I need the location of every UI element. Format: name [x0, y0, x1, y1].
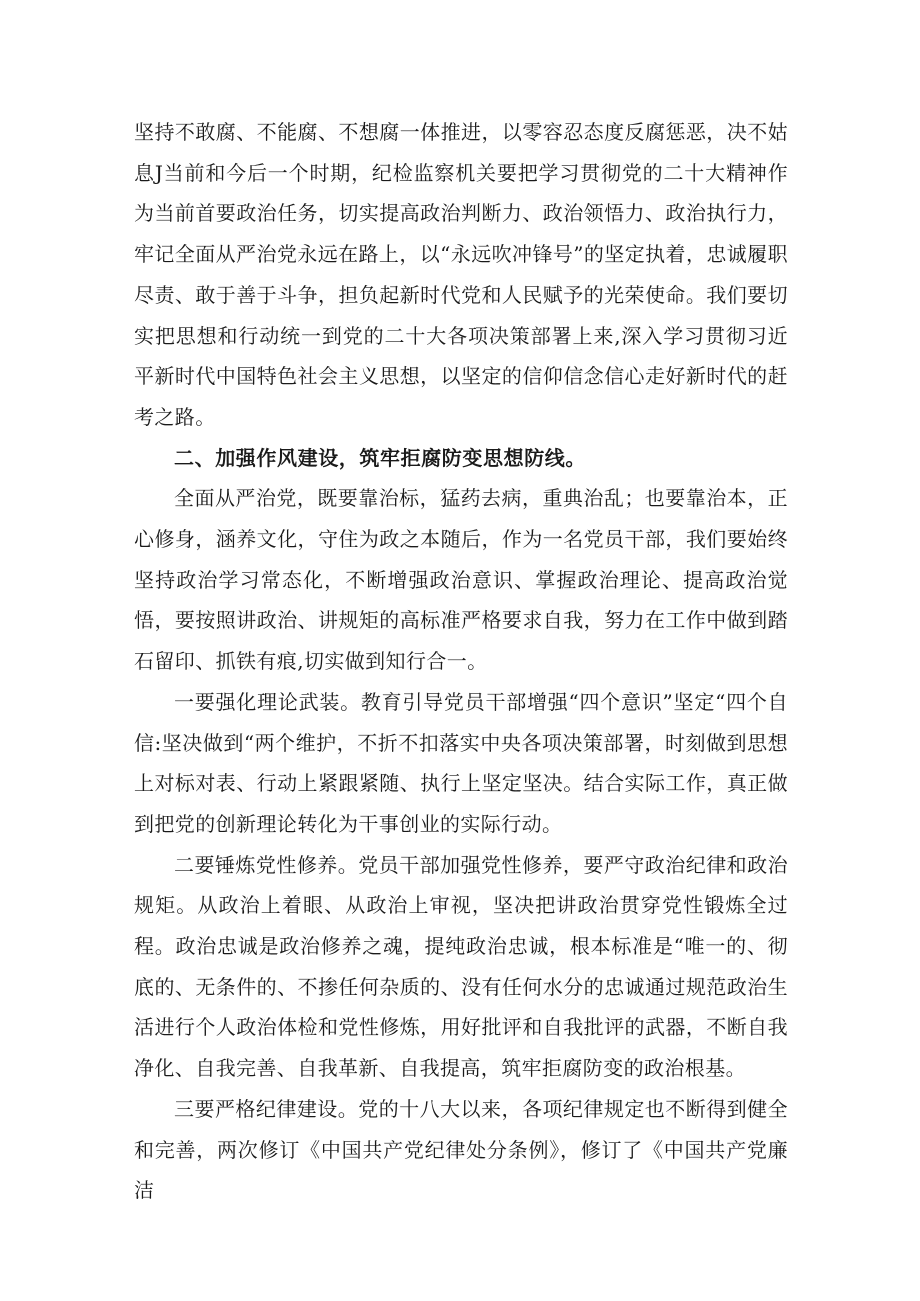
section-heading: 二、加强作风建设，筑牢拒腐防变思想防线。 — [174, 445, 586, 470]
paragraph-continuation: 坚持不敢腐、不能腐、不想腐一体推进，以零容忍态度反腐惩恶，决不姑息J当前和今后一个时期，纪检监察机关要把学习贯彻党的二十大精神作为当前首要政治任务，切实提高政治判断力、政治领悟力、政治执行力，牢记全面从严治党永远在路上，以“永远吹冲锋号”的坚定执着，忠诚履职尽责、敢于善于斗争，担负起新时代党和人民赋予的光荣使命。我们要切实把思想和行动统一到党的二十大各项决策部署上来,深入学习贯彻习近平新时代中国特色社会主义思想，以坚定的信仰信念信心走好新时代的赶考之路。 — [134, 120, 788, 429]
paragraph-intro: 全面从严治党，既要靠治标，猛药去病，重典治乱；也要靠治本，正心修身，涵养文化，守住为政之本随后，作为一名党员干部，我们要始终坚持政治学习常态化，不断增强政治意识、掌握政治理论、提高政治觉悟，要按照讲政治、讲规矩的高标准严格要求自我，努力在工作中做到踏石留印、抓铁有痕,切实做到知行合一。 — [134, 486, 788, 674]
document-body — [134, 112, 788, 1211]
paragraph-point-three: 三要严格纪律建设。党的十八大以来，各项纪律规定也不断得到健全和完善，两次修订《中国共产党纪律处分条例》，修订了《中国共产党廉洁 — [134, 1096, 788, 1203]
paragraph-point-one: 一要强化理论武装。教育引导党员干部增强“四个意识”坚定“四个自信:坚决做到“两个维护，不折不扣落实中央各项决策部署，时刻做到思想上对标对表、行动上紧跟紧随、执行上坚定坚决。结合实际工作，真正做到把党的创新理论转化为干事创业的实际行动。 — [134, 689, 788, 836]
paragraph-point-two: 二要锤炼党性修养。党员干部加强党性修养，要严守政治纪律和政治规矩。从政治上着眼、从政治上审视，坚决把讲政治贯穿党性锻炼全过程。政治忠诚是政治修养之魂，提纯政治忠诚，根本标准是“唯一的、彻底的、无条件的、不掺任何杂质的、没有任何水分的忠诚通过规范政治生活进行个人政治体检和党性修炼，用好批评和自我批评的武器，不断自我净化、自我完善、自我革新、自我提高，筑牢拒腐防变的政治根基。 — [134, 852, 788, 1081]
